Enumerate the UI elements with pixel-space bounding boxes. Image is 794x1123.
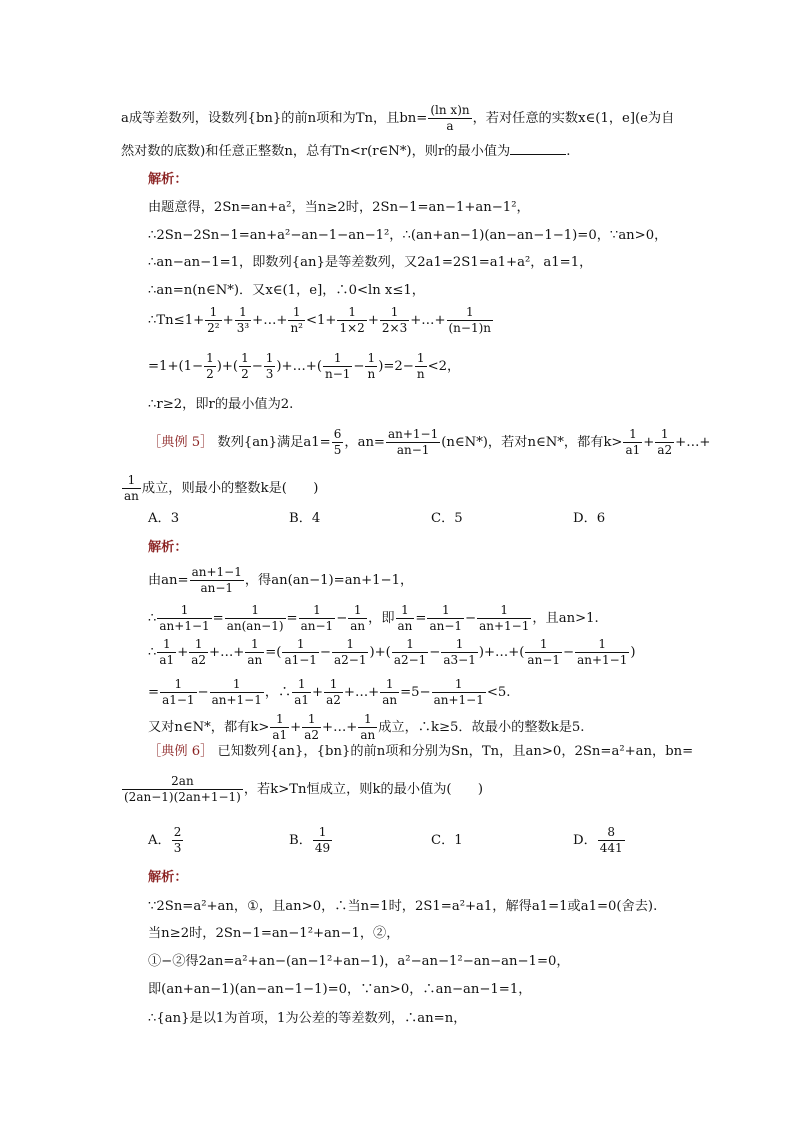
solution-line: ∴an−an−1=1，即数列{an}是等差数列，又2a1=2S1=a1+a²，a1=1， xyxy=(148,255,593,270)
solution-line: 即(an+an−1)(an−an−1−1)=0，∵an>0，∴an−an−1=1， xyxy=(148,982,532,997)
problem-text-line-2: 然对数的底数)和任意正整数n，总有Tn<r(r∈N*)，则r的最小值为 . xyxy=(121,144,571,159)
solution-label: 解析： xyxy=(148,540,188,555)
example-5-line-2: $\frac{1}{an}$ 成立，则最小的整数k是( ) xyxy=(124,473,319,504)
solution-line: ∴{an}是以1为首项，1为公差的等差数列，∴an=n， xyxy=(148,1011,467,1026)
solution-line-inequality: ∴Tn≤1+ $\frac{1}{\text{2²}}$ + $\frac{1}{\text{3³}}$ +…+ $\frac{1}{\text{n²}}$ <1+ $\frac{1}{1\times 2}$ + $\frac{1}{2\times 3}$ +…+ $\frac{1}{(n-1)n}$ xyxy=(148,305,492,336)
solution-line: 当n≥2时，2Sn−1=an−1²+an−1，②， xyxy=(148,926,400,941)
problem-text-line-1: a成等差数列，设数列{bn}的前n项和为Tn，且bn= $\frac{\text{(ln x)n}}{a}$ ，若对任意的实数x∈(1，e](e为自 xyxy=(121,103,675,134)
solution-line: ∴ $\frac{1}{an+1-1}$ = $\frac{1}{an(an-1)}$ = $\frac{1}{an-1}$ − $\frac{1}{an}$ ，即 $\frac{1}{an}$ = $\frac{1}{an-1}$ − $\frac{1}{an+1-1}$ ，且an>1. xyxy=(148,603,599,634)
example-6-line-1: ［典例 6］ 已知数列{an}，{bn}的前n项和分别为Sn，Tn，且an>0，2Sn=a²+an，bn= xyxy=(148,744,694,759)
solution-line-telescoping: =1+(1− $\frac{1}{2}$ )+( $\frac{1}{2}$ − $\frac{1}{3}$ )+…+( $\frac{1}{n-1}$ − $\frac{1}{n}$ )=2− $\frac{1}{n}$ <2， xyxy=(148,351,461,382)
solution-line: ∴an=n(n∈N*)．又x∈(1，e]，∴0<ln x≤1， xyxy=(148,283,425,298)
option-a: A． $\frac{2}{3}$ xyxy=(148,825,182,856)
solution-line: ∴ $\frac{1}{a1}$ + $\frac{1}{a2}$ +…+ $\frac{1}{an}$ =( $\frac{1}{a1-1}$ − $\frac{1}{a2-1}$ )+( $\frac{1}{a2-1}$ − $\frac{1}{a3-1}$ )+…+( $\frac{1}{an-1}$ − $\frac{1}{an+1-1}$ ) xyxy=(148,637,636,668)
example-5-label: ［典例 5］ xyxy=(148,435,214,451)
fraction: $\frac{\text{(ln x)n}}{a}$ xyxy=(430,103,470,134)
option-c: C．1 xyxy=(431,833,463,848)
option-b: B．4 xyxy=(289,511,321,526)
solution-line: ∵2Sn=a²+an，①，且an>0，∴当n=1时，2S1=a²+a1，解得a1=1或a1=0(舍去). xyxy=(148,899,658,914)
option-b: B． $\frac{1}{49}$ xyxy=(289,825,331,856)
option-d: D．6 xyxy=(573,511,606,526)
solution-line: 由an= $\frac{an+1-1}{an-1}$ ，得an(an−1)=an+1−1， xyxy=(148,565,414,596)
solution-line: = $\frac{1}{a1-1}$ − $\frac{1}{an+1-1}$ ，∴ $\frac{1}{a1}$ + $\frac{1}{a2}$ +…+ $\frac{1}{an}$ =5− $\frac{1}{an+1-1}$ <5. xyxy=(148,677,511,708)
example-6-line-2: $\frac{2an}{(2an-1)(2an+1-1)}$ ，若k>Tn恒成立，则k的最小值为( ) xyxy=(124,774,484,805)
solution-line: ①−②得2an=a²+an−(an−1²+an−1)，a²−an−1²−an−an−1=0， xyxy=(148,954,570,969)
solution-label: 解析： xyxy=(148,172,188,187)
answer-blank xyxy=(510,144,566,155)
example-5-line-1: ［典例 5］ 数列{an}满足a1= $\frac{6}{5}$ ，an= $\frac{an+1-1}{an-1}$ (n∈N*)，若对n∈N*，都有k> $\frac{1}{a1}$ + $\frac{1}{a2}$ +…+ xyxy=(148,427,711,458)
option-c: C．5 xyxy=(431,511,463,526)
solution-line: 由题意得，2Sn=an+a²，当n≥2时，2Sn−1=an−1+an−1²， xyxy=(148,200,530,215)
solution-conclusion: ∴r≥2，即r的最小值为2. xyxy=(148,397,294,412)
solution-label: 解析： xyxy=(148,870,188,885)
option-a: A．3 xyxy=(148,511,180,526)
option-d: D． $\frac{8}{441}$ xyxy=(573,825,623,856)
example-6-label: ［典例 6］ xyxy=(148,744,214,759)
solution-line: ∴2Sn−2Sn−1=an+a²−an−1−an−1²，∴(an+an−1)(an−an−1−1)=0，∵an>0， xyxy=(148,228,668,243)
solution-line: 又对n∈N*，都有k> $\frac{1}{a1}$ + $\frac{1}{a2}$ +…+ $\frac{1}{an}$ 成立，∴k≥5．故最小的整数k是5. xyxy=(148,712,585,743)
